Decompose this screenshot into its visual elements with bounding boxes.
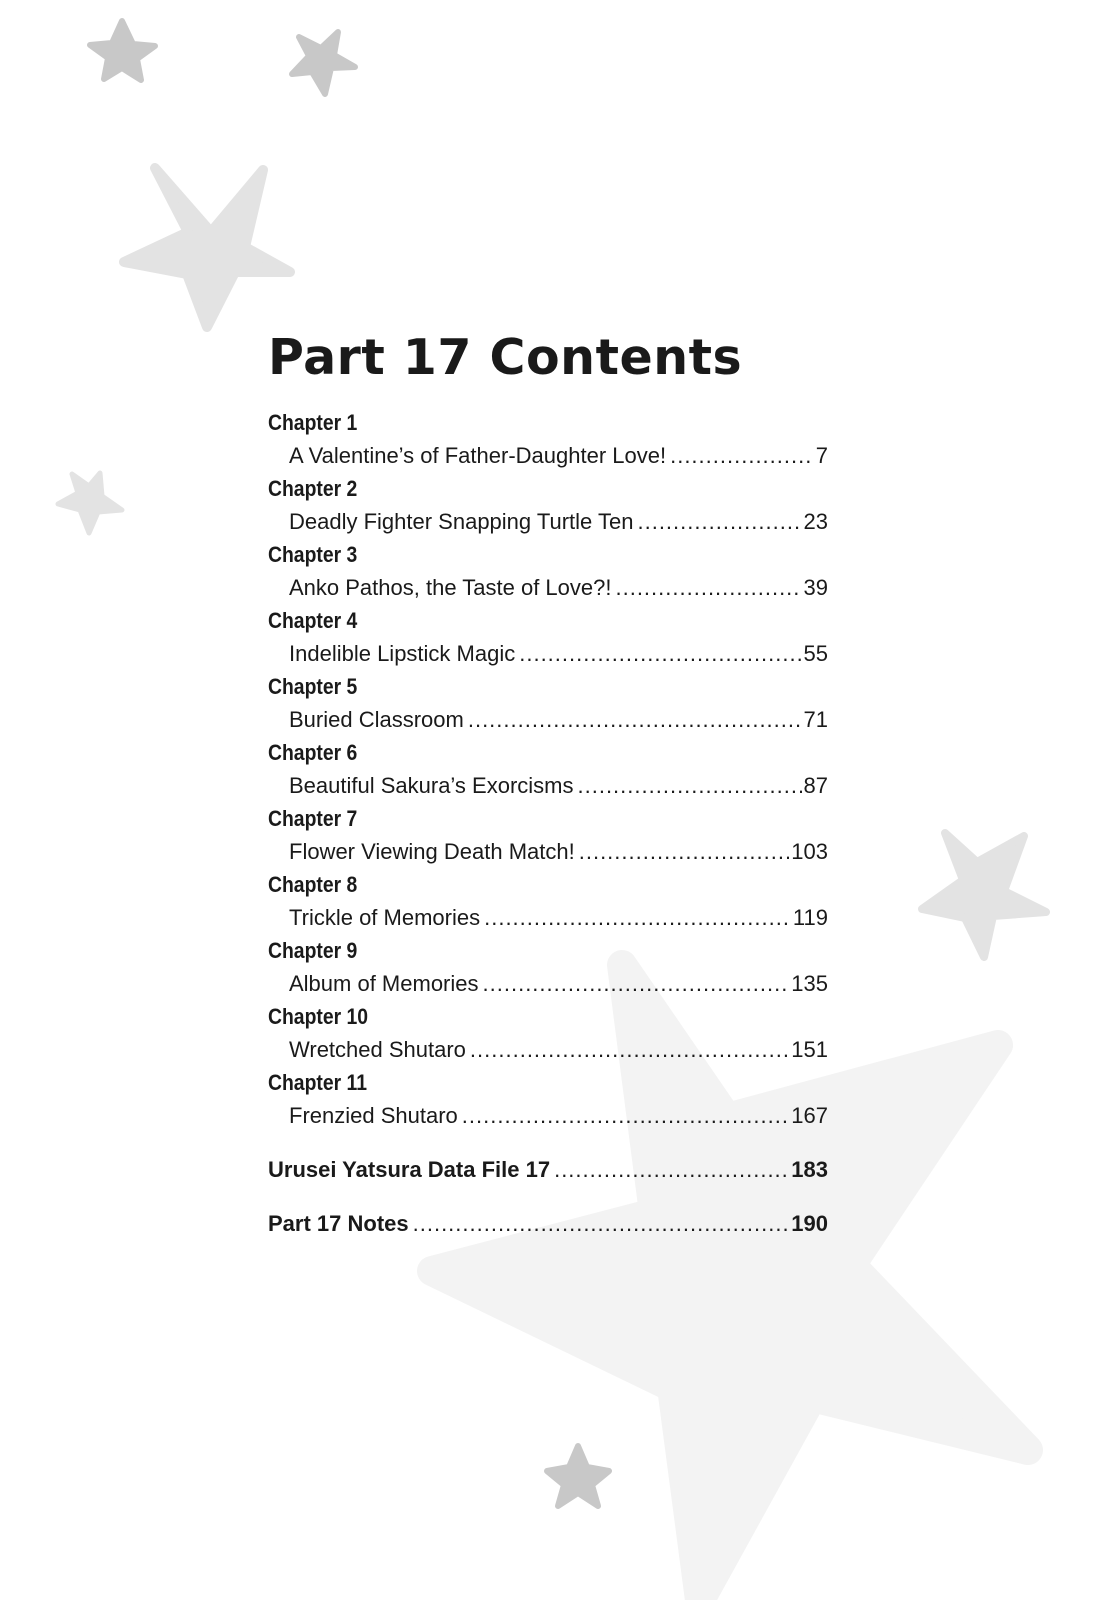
dot-leader (554, 1153, 789, 1186)
chapter-item[interactable] (268, 604, 828, 670)
chapter-label: Chapter 6 (268, 740, 358, 765)
page-number: 190 (791, 1211, 828, 1236)
page-title: Part 17 Contents (268, 329, 743, 386)
chapter-entry (268, 637, 828, 670)
page-number: 167 (791, 1103, 828, 1128)
chapter-item[interactable] (268, 472, 828, 538)
chapter-title: Frenzied Shutaro (289, 1103, 458, 1128)
chapter-entry (268, 439, 828, 472)
chapter-entry (268, 571, 828, 604)
chapter-title: Buried Classroom (289, 707, 464, 732)
chapter-entry (268, 505, 828, 538)
star-icon (547, 1446, 609, 1506)
chapter-label: Chapter 11 (268, 1070, 367, 1095)
chapter-item[interactable] (268, 670, 828, 736)
chapter-entry (268, 769, 828, 802)
dot-leader (519, 637, 801, 670)
page-number: 39 (803, 575, 828, 600)
dot-leader (579, 835, 790, 868)
chapter-label: Chapter 5 (268, 674, 358, 699)
chapter-entry (268, 835, 828, 868)
notes-title: Part 17 Notes (268, 1211, 409, 1236)
dot-leader (637, 505, 801, 538)
chapter-title: A Valentine’s of Father-Daughter Love! (289, 443, 667, 468)
page-number: 23 (803, 509, 828, 534)
data-file-item[interactable] (268, 1153, 828, 1186)
dot-leader (413, 1207, 790, 1240)
chapter-label: Chapter 8 (268, 872, 358, 897)
chapter-list (268, 406, 828, 1240)
dot-leader (470, 1033, 789, 1066)
chapter-item[interactable] (268, 1066, 828, 1132)
chapter-item[interactable] (268, 406, 828, 472)
chapter-item[interactable] (268, 868, 828, 934)
data-file-entry (268, 1153, 828, 1186)
chapter-title: Wretched Shutaro (289, 1037, 466, 1062)
chapter-entry (268, 1099, 828, 1132)
data-file-title: Urusei Yatsura Data File 17 (268, 1157, 551, 1182)
chapter-label: Chapter 4 (268, 608, 358, 633)
chapter-item[interactable] (268, 934, 828, 1000)
chapter-entry (268, 703, 828, 736)
page-number: 119 (792, 905, 828, 930)
chapter-label: Chapter 3 (268, 542, 358, 567)
dot-leader (615, 571, 801, 604)
table-of-contents (268, 330, 828, 1240)
page-number: 87 (803, 773, 828, 798)
page-number: 7 (815, 443, 828, 468)
chapter-label: Chapter 2 (268, 476, 358, 501)
chapter-label: Chapter 10 (268, 1004, 369, 1029)
chapter-title: Deadly Fighter Snapping Turtle Ten (289, 509, 634, 534)
chapter-label: Chapter 9 (268, 938, 358, 963)
page-number: 183 (791, 1157, 828, 1182)
star-icon (90, 21, 155, 80)
chapter-item[interactable] (268, 736, 828, 802)
chapter-entry (268, 901, 828, 934)
chapter-title: Flower Viewing Death Match! (289, 839, 575, 864)
chapter-label: Chapter 1 (268, 410, 358, 435)
star-icon (124, 168, 290, 327)
dot-leader (483, 967, 790, 1000)
chapter-title: Beautiful Sakura’s Exorcisms (289, 773, 574, 798)
page-number: 151 (791, 1037, 828, 1062)
notes-entry (268, 1207, 828, 1240)
page-number: 71 (803, 707, 828, 732)
star-icon (922, 833, 1046, 957)
star-icon (58, 473, 122, 533)
chapter-title: Album of Memories (289, 971, 479, 996)
chapter-title: Anko Pathos, the Taste of Love?! (289, 575, 612, 600)
dot-leader (578, 769, 802, 802)
chapter-item[interactable] (268, 538, 828, 604)
chapter-title: Trickle of Memories (289, 905, 481, 930)
page-number: 135 (791, 971, 828, 996)
notes-item[interactable] (268, 1207, 828, 1240)
star-icon (292, 32, 355, 94)
dot-leader (468, 703, 802, 736)
chapter-entry (268, 967, 828, 1000)
dot-leader (484, 901, 791, 934)
page-number: 103 (791, 839, 828, 864)
page-number: 55 (803, 641, 828, 666)
chapter-item[interactable] (268, 802, 828, 868)
chapter-entry (268, 1033, 828, 1066)
chapter-label: Chapter 7 (268, 806, 358, 831)
dot-leader (670, 439, 814, 472)
chapter-item[interactable] (268, 1000, 828, 1066)
dot-leader (462, 1099, 790, 1132)
chapter-title: Indelible Lipstick Magic (289, 641, 516, 666)
